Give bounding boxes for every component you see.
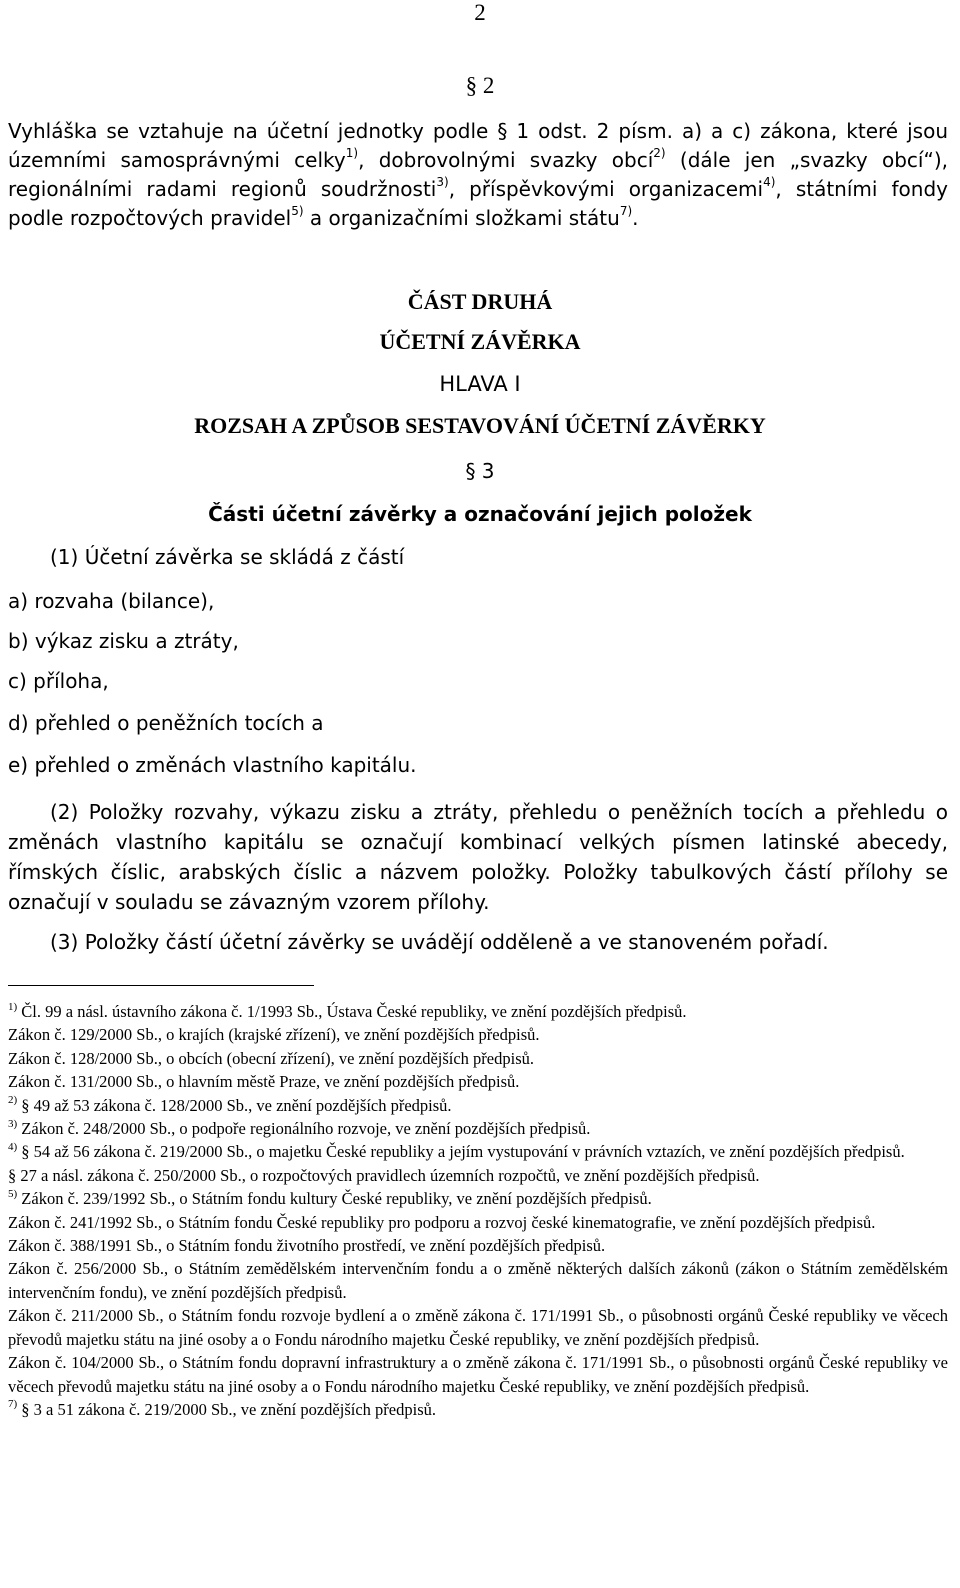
footnote: $^{3)}$ Zákon č. 248/2000 Sb., o podpoře regionálního rozvoje, ve znění pozdějších předpisů. <box>8 1117 591 1139</box>
footnote: $^{2)}$ § 49 až 53 zákona č. 128/2000 Sb., ve znění pozdějších předpisů. <box>8 1094 452 1115</box>
footnote: Zákon č. 256/2000 Sb., o Státním zemědělském intervenčním fondu a o změně některých dalších zákonů (zákon o Státním zemědělském intervenčním fondu), ve znění pozdějších předpisů. <box>8 1259 948 1302</box>
footnote: Zákon č. 131/2000 Sb., o hlavním městě Praze, ve znění pozdějších předpisů. <box>8 1072 520 1092</box>
footnote: Zákon č. 241/1992 Sb., o Státním fondu České republiky pro podporu a rozvoj české kinematografie, ve znění pozdějších předpisů. <box>8 1212 876 1232</box>
head-subtitle: ROZSAH A ZPŮSOB SESTAVOVÁNÍ ÚČETNÍ ZÁVĚRKY <box>194 413 766 438</box>
list-item: b) výkaz zisku a ztráty, <box>8 629 239 653</box>
footnote-separator <box>8 985 314 986</box>
list-item: c) příloha, <box>8 669 109 693</box>
footnote: $^{5)}$ Zákon č. 239/1992 Sb., o Státním fondu kultury České republiky, ve znění pozdějších předpisů. <box>8 1187 652 1209</box>
section-2-paragraph: Vyhláška se vztahuje na účetní jednotky podle § 1 odst. 2 písm. a) a c) zákona, které jsou územními samosprávnými celky$^{1)}$, dobrovolnými svazky obcí$^{2)}$ (dále jen „svazky obcí“), regionálními radami regionů soudržnosti$^{3)}$, příspěvkovými organizacemi$^{4)}$, státními fondy podle rozpočtových pravidel$^{5)}$ a organizačními složkami státu$^{7)}$. <box>8 119 948 230</box>
footnote: § 27 a násl. zákona č. 250/2000 Sb., o rozpočtových pravidlech územních rozpočtů, ve znění pozdějších předpisů. <box>8 1165 760 1185</box>
footnote: $^{1)}$ Čl. 99 a násl. ústavního zákona č. 1/1993 Sb., Ústava České republiky, ve znění pozdějších předpisů. <box>8 1000 687 1021</box>
footnotes <box>8 1000 948 1421</box>
footnote: $^{7)}$ § 3 a 51 zákona č. 219/2000 Sb., ve znění pozdějších předpisů. <box>8 1398 436 1419</box>
section-3-sign: § 3 <box>465 459 495 483</box>
list-item: d) přehled o peněžních tocích a <box>8 711 324 735</box>
page-number: 2 <box>474 0 486 25</box>
section-2-sign: § 2 <box>465 73 495 98</box>
section-3-para-1: (1) Účetní závěrka se skládá z částí <box>50 545 405 569</box>
list-item: e) přehled o změnách vlastního kapitálu. <box>8 753 417 777</box>
footnote: Zákon č. 104/2000 Sb., o Státním fondu dopravní infrastruktury a o změně zákona č. 171/1991 Sb., o působnosti orgánů České republiky ve věcech převodů majetku státu na jiné osoby a o Fondu národního majetku České republiky, ve znění pozdějších předpisů. <box>8 1353 948 1396</box>
footnote: Zákon č. 129/2000 Sb., o krajích (krajské zřízení), ve znění pozdějších předpisů. <box>8 1025 540 1045</box>
head-title: HLAVA I <box>439 372 521 396</box>
footnote: Zákon č. 211/2000 Sb., o Státním fondu rozvoje bydlení a o změně zákona č. 171/1991 Sb., o působnosti orgánů České republiky ve věcech převodů majetku státu na jiné osoby a o Fondu národního majetku České republiky, ve znění pozdějších předpisů. <box>8 1306 948 1349</box>
footnote: Zákon č. 128/2000 Sb., o obcích (obecní zřízení), ve znění pozdějších předpisů. <box>8 1048 535 1068</box>
section-3-para-2: (2) Položky rozvahy, výkazu zisku a ztráty, přehledu o peněžních tocích a přehledu o změnách vlastního kapitálu se označují kombinací velkých písmen latinské abecedy, římských číslic, arabských číslic a názvem položky. Položky tabulkových částí přílohy se označují v souladu se závazným vzorem přílohy. <box>8 800 948 914</box>
part-subtitle: ÚČETNÍ ZÁVĚRKA <box>379 329 581 354</box>
section-3-heading: Části účetní závěrky a označování jejich položek <box>208 502 752 526</box>
footnote: Zákon č. 388/1991 Sb., o Státním fondu životního prostředí, ve znění pozdějších předpisů. <box>8 1236 606 1256</box>
list-item: a) rozvaha (bilance), <box>8 589 215 613</box>
section-3-para-3: (3) Položky částí účetní závěrky se uvádějí odděleně a ve stanoveném pořadí. <box>50 930 829 954</box>
footnote: $^{4)}$ § 54 až 56 zákona č. 219/2000 Sb., o majetku České republiky a jejím vystupování v právních vztazích, ve znění pozdějších předpisů. <box>8 1140 905 1162</box>
part-title: ČÁST DRUHÁ <box>407 289 553 314</box>
